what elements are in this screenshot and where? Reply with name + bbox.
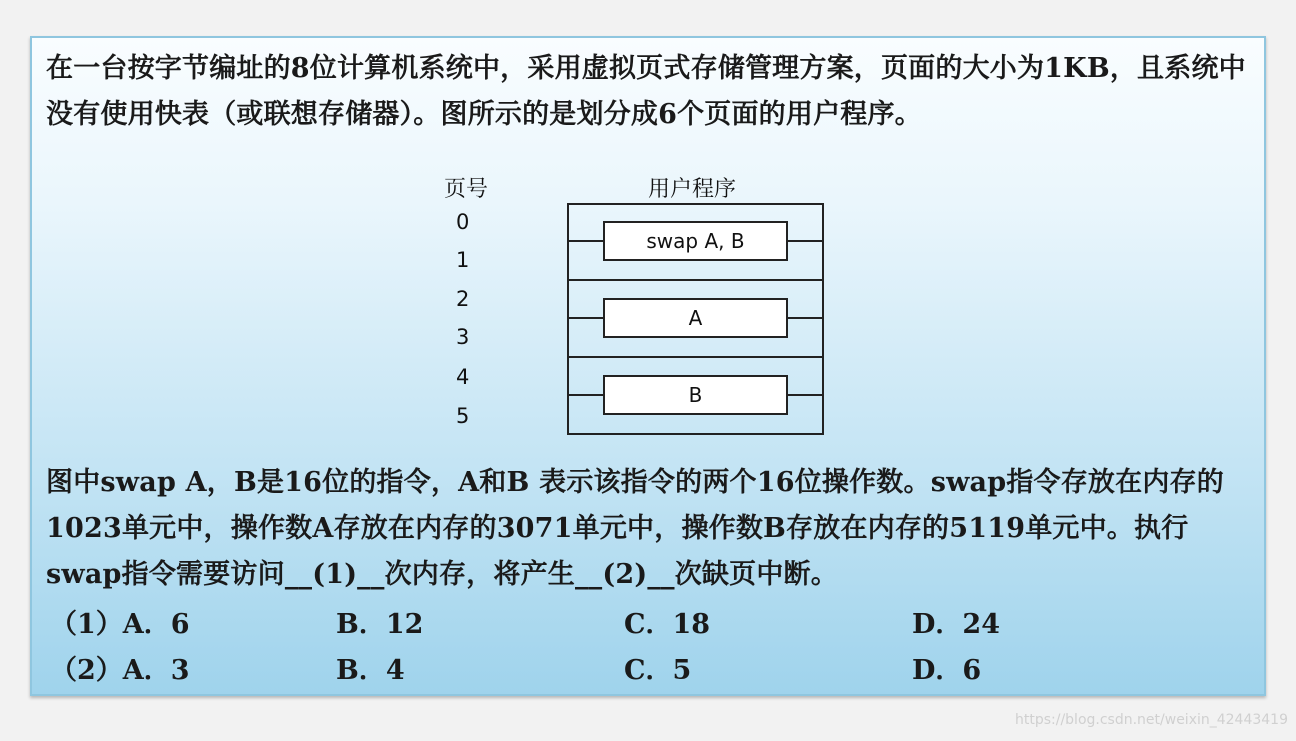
option-2-c: C．5	[624, 655, 692, 686]
option-1-a: （1）A．6	[50, 609, 190, 640]
boundary-line-left-0-1	[567, 240, 605, 242]
page-divider-3-4	[567, 356, 824, 358]
page-number-4: 4	[456, 365, 470, 389]
question-detail-text-2: 次内存，将产生	[384, 559, 575, 590]
option-1-c: C．18	[624, 609, 711, 640]
blank-1: __(1)__	[284, 559, 385, 590]
question-detail-text-1: 图中swap A，B是16位的指令，A和B 表示该指令的两个16位操作数。swap指令存放在内存的1023单元中，操作数A存放在内存的3071单元中，操作数B存放在内存的5119单元中。执行swap指令需要访问	[46, 467, 1224, 590]
question-detail	[46, 460, 1261, 598]
page-number-0: 0	[456, 210, 470, 234]
page-divider-1-2	[567, 279, 824, 281]
question-slide	[30, 36, 1266, 696]
swap-instruction-block: swap A, B	[603, 221, 788, 261]
boundary-line-right-0-1	[786, 240, 824, 242]
question-detail-text-3: 次缺页中断。	[674, 559, 838, 590]
page-number-2: 2	[456, 287, 470, 311]
option-2-d: D．6	[912, 655, 982, 686]
option-2-a: （2）A．3	[50, 655, 190, 686]
user-program-header: 用户程序	[648, 177, 737, 202]
boundary-line-left-4-5	[567, 394, 605, 396]
source-watermark: https://blog.csdn.net/weixin_42443419	[1014, 712, 1288, 728]
option-2-b: B．4	[336, 655, 405, 686]
boundary-line-right-4-5	[786, 394, 824, 396]
boundary-line-right-2-3	[786, 317, 824, 319]
page-number-5: 5	[456, 404, 470, 428]
boundary-line-left-2-3	[567, 317, 605, 319]
page-number-header: 页号	[444, 177, 489, 202]
question-intro: 在一台按字节编址的8位计算机系统中，采用虚拟页式存储管理方案，页面的大小为1KB，且系统中没有使用快表（或联想存储器）。图所示的是划分成6个页面的用户程序。	[46, 53, 1246, 130]
page-number-1: 1	[456, 248, 470, 272]
operand-b-block: B	[603, 375, 788, 415]
operand-a-block: A	[603, 298, 788, 338]
option-1-b: B．12	[336, 609, 424, 640]
option-1-d: D．24	[912, 609, 1000, 640]
blank-2: __(2)__	[574, 559, 675, 590]
page-number-3: 3	[456, 325, 470, 349]
